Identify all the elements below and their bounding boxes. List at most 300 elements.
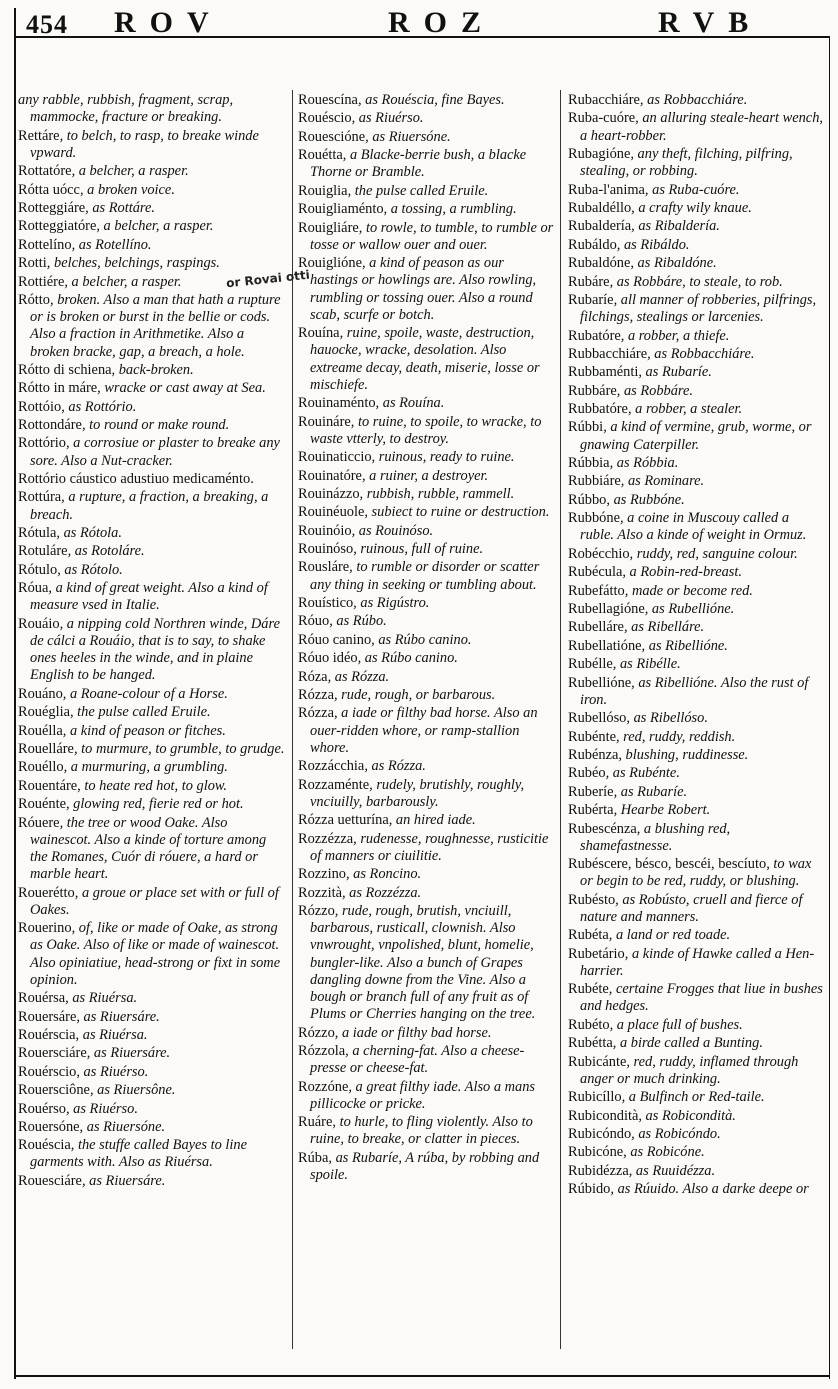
headword: Rubáldo bbox=[568, 236, 617, 253]
dictionary-entry bbox=[568, 1181, 826, 1198]
dictionary-entry bbox=[568, 1017, 826, 1034]
definition: , a kind of great weight. Also a kind of measure vsed in Italie. bbox=[30, 580, 268, 614]
definition: , as Róbbia. bbox=[609, 455, 679, 472]
headword: Rubécula bbox=[568, 564, 623, 581]
headword: Rotti bbox=[18, 255, 47, 272]
definition: , as Robústo, cruell and fierce of nature and manners. bbox=[580, 891, 803, 925]
headword: Rouinázzo bbox=[298, 485, 360, 502]
headword: Rouescína bbox=[298, 92, 358, 108]
headword: Rouístico bbox=[298, 595, 354, 612]
definition: , as Rótolo. bbox=[57, 561, 123, 578]
dictionary-entry bbox=[18, 399, 286, 416]
headword: Rotteggiatóre bbox=[18, 218, 97, 235]
dictionary-entry bbox=[298, 885, 554, 902]
dictionary-entry bbox=[568, 892, 826, 926]
definition: , as Rubaríe. bbox=[638, 364, 712, 381]
definition: , as Robbáre, to steale, to rob. bbox=[609, 273, 783, 290]
dictionary-entry bbox=[298, 632, 554, 649]
dictionary-entry bbox=[568, 564, 826, 581]
definition: , as Ruba-cuóre. bbox=[644, 181, 740, 198]
headword: Rótta uócc bbox=[18, 181, 80, 198]
definition: , to ruine, to spoile, to wracke, to waste vtterly, to destroy. bbox=[310, 413, 542, 447]
definition: , as Riuersáre. bbox=[81, 1172, 166, 1189]
headword: Rubidézza bbox=[568, 1162, 629, 1179]
dictionary-entry bbox=[568, 729, 826, 746]
headword: Ruba-cuóre bbox=[568, 110, 636, 127]
headword: Rouerétto bbox=[18, 884, 75, 901]
headword: Rótto di schiena bbox=[18, 361, 112, 378]
definition: , a Bulfinch or Red-taile. bbox=[621, 1089, 765, 1106]
definition: , as Rubbóne. bbox=[606, 491, 685, 508]
dictionary-entry bbox=[298, 758, 554, 775]
definition: , wracke or cast away at Sea. bbox=[97, 380, 266, 397]
headword: Rótto in máre bbox=[18, 380, 98, 397]
dictionary-entry bbox=[298, 1150, 554, 1184]
definition: , a kinde of Hawke called a Hen-harrier. bbox=[580, 945, 815, 979]
headword: Rúbbia bbox=[568, 455, 610, 472]
headword: Rouélla bbox=[18, 722, 63, 739]
headword: Rubellióne bbox=[568, 674, 632, 691]
headword: Rubéte bbox=[568, 981, 609, 998]
definition: , a kind of peason as our hastings or howlings are. Also rowling, rumbling or tossing ouer. Also a round scab, scurfe or botch. bbox=[310, 255, 537, 323]
dictionary-entry bbox=[18, 759, 286, 776]
dictionary-entry bbox=[18, 815, 286, 884]
definition: , as Robicondità. bbox=[638, 1107, 736, 1124]
running-head-center: ROZ bbox=[388, 6, 496, 39]
headword: Rózzo bbox=[298, 1024, 335, 1041]
dictionary-entry bbox=[568, 656, 826, 673]
definition: , as Ribaldóne. bbox=[630, 255, 717, 272]
headword: Rúbido bbox=[568, 1181, 611, 1198]
dictionary-entry bbox=[568, 346, 826, 363]
definition: , to murmure, to grumble, to grudge. bbox=[73, 741, 285, 757]
dictionary-entry bbox=[298, 147, 554, 181]
definition: , as Ribélle. bbox=[612, 656, 681, 673]
dictionary-entry bbox=[18, 1101, 286, 1118]
headword: Rózza uetturína bbox=[298, 812, 389, 829]
headword: Rubetário bbox=[568, 945, 625, 962]
dictionary-entry bbox=[298, 559, 554, 593]
headword: Rouáio bbox=[18, 615, 60, 632]
dictionary-entry bbox=[298, 669, 554, 686]
headword: Róuo idéo bbox=[298, 650, 358, 667]
headword: Rubatóre bbox=[568, 327, 621, 344]
headword: Rouénte bbox=[18, 796, 66, 813]
headword: Rouéglia bbox=[18, 704, 70, 721]
definition: , a crafty wily knaue. bbox=[631, 199, 752, 216]
headword: Rottório bbox=[18, 435, 66, 452]
page-number: 454 bbox=[26, 10, 68, 39]
dictionary-entry bbox=[568, 255, 826, 272]
headword: Rozzino bbox=[298, 866, 346, 883]
definition: , as Ribaldería. bbox=[631, 218, 720, 235]
definition: , as Rozzézza. bbox=[341, 884, 422, 901]
headword: Rouiglióne bbox=[298, 255, 362, 272]
dictionary-entry bbox=[568, 1126, 826, 1143]
dictionary-entry bbox=[18, 1119, 286, 1136]
headword: Rouelláre bbox=[18, 741, 74, 757]
definition: , as Rubénte. bbox=[605, 765, 680, 782]
definition: , ruddy, red, sanguine colour. bbox=[629, 545, 798, 562]
definition: , ruinous, ready to ruine. bbox=[371, 449, 515, 466]
definition: , rudely, brutishly, roughly, vnciuilly, barbarously. bbox=[310, 776, 525, 810]
definition: , as Rominare. bbox=[620, 473, 705, 490]
headword: Rubelláre bbox=[568, 619, 624, 636]
dictionary-entry bbox=[298, 523, 554, 540]
dictionary-entry bbox=[568, 710, 826, 727]
headword: Rubbatóre bbox=[568, 401, 628, 418]
dictionary-entry bbox=[568, 200, 826, 217]
headword: Rótula bbox=[18, 525, 57, 542]
dictionary-entry bbox=[298, 220, 554, 254]
headword: Rubaríe bbox=[568, 291, 614, 308]
headword: Rottelíno bbox=[18, 236, 72, 253]
definition: , a land or red toade. bbox=[608, 927, 731, 944]
dictionary-entry bbox=[568, 237, 826, 254]
headword: Rouinóio bbox=[298, 522, 352, 539]
headword: Rouéscio bbox=[298, 110, 352, 127]
headword: Rubbáre bbox=[568, 382, 617, 399]
headword: Rótto bbox=[18, 291, 50, 308]
left-rule bbox=[14, 8, 16, 1379]
definition: , as Riuersáre. bbox=[76, 1008, 160, 1025]
dictionary-entry bbox=[18, 292, 286, 361]
headword: Rubagióne bbox=[568, 145, 631, 162]
headword: Rouentáre bbox=[18, 777, 78, 794]
dictionary-entry bbox=[18, 237, 286, 254]
headword: Rouinaménto bbox=[298, 395, 376, 412]
definition: , an hired iade. bbox=[388, 812, 476, 829]
headword: Rúba bbox=[298, 1149, 329, 1166]
headword: Rubicóne bbox=[568, 1144, 624, 1161]
dictionary-entry bbox=[568, 510, 826, 544]
definition: , as Riuérsa. bbox=[75, 1026, 148, 1043]
definition: , as Rouéscia, fine Bayes. bbox=[357, 92, 505, 108]
definition: , as Riuérso. bbox=[76, 1063, 149, 1080]
headword: Rúbbo bbox=[568, 491, 607, 508]
headword: Robécchio bbox=[568, 545, 630, 562]
headword: Rottondáre bbox=[18, 417, 82, 434]
column-left bbox=[18, 92, 286, 1191]
dictionary-entry bbox=[568, 383, 826, 400]
headword: Rouétta bbox=[298, 147, 343, 164]
dictionary-entry bbox=[568, 821, 826, 855]
definition: , a iade or filthy bad horse. Also an ouer-ridden whore, or ramp-stallion whore. bbox=[310, 705, 538, 756]
dictionary-entry bbox=[298, 650, 554, 667]
column-right bbox=[568, 92, 826, 1200]
definition: , a robber, a thiefe. bbox=[620, 327, 730, 344]
definition: , rude, rough, brutish, vnciuill, barbarous, rusticall, clownish. Also vnwrought, vnpolished, blunt, homelie, bungler-like. Also a bunch of Grapes dangling downe from the Vine. Also a bough or branch full of any fruit as of Plums or Cherries hanging on the tree. bbox=[310, 902, 536, 1023]
definition: , of, like or made of Oake, as strong as Oake. Also of like or made of wainescot. Also opiniatiue, head-strong or fixt in some opinion. bbox=[30, 920, 281, 988]
definition: , the pulse called Eruile. bbox=[69, 704, 211, 721]
dictionary-entry bbox=[568, 92, 826, 109]
headword: Rouerino bbox=[18, 920, 72, 937]
dictionary-entry bbox=[568, 401, 826, 418]
definition: , a belcher, a rasper. bbox=[64, 273, 182, 290]
headword: Rubélle bbox=[568, 656, 613, 673]
definition: , certaine Frogges that liue in bushes and hedges. bbox=[580, 981, 823, 1015]
dictionary-entry bbox=[568, 182, 826, 199]
dictionary-entry bbox=[298, 449, 554, 466]
dictionary-entry bbox=[298, 468, 554, 485]
headword: Rouéscia bbox=[18, 1137, 71, 1154]
dictionary-entry bbox=[18, 525, 286, 542]
headword: Rottiére bbox=[18, 273, 65, 290]
definition: , any theft, filching, pilfring, stealing, or robbing. bbox=[580, 145, 793, 180]
definition: , as Robicóne. bbox=[623, 1144, 705, 1161]
headword: Rubénte bbox=[568, 728, 616, 745]
dictionary-entry bbox=[18, 778, 286, 795]
headword: Rouiglia bbox=[298, 182, 348, 199]
dictionary-entry bbox=[298, 777, 554, 811]
definition: , the stuffe called Bayes to line garments with. Also as Riuérsa. bbox=[30, 1137, 247, 1171]
headword: Rouinóso bbox=[298, 541, 354, 558]
headword: Rottatóre bbox=[18, 163, 72, 180]
definition: any rabble, rubbish, fragment, scrap, mammocke, fracture or breaking. bbox=[18, 92, 234, 126]
dictionary-entry bbox=[18, 1082, 286, 1099]
definition: , ruine, spoile, waste, destruction, hauocke, wracke, desolation. Also extreame decay, death, miserie, losse or mischiefe. bbox=[310, 325, 540, 393]
headword: Róuo canino bbox=[298, 631, 372, 648]
headword: Rozzácchia bbox=[298, 758, 365, 775]
definition: , as Rottório. bbox=[61, 398, 137, 415]
definition: , a nipping cold Northren winde, Dáre de cálci a Rouáio, that is to say, to shake ones heeles in the winde, and in plaine English to be hanged. bbox=[30, 615, 280, 684]
headword: Rouesciáre bbox=[18, 1172, 82, 1189]
definition: , as Ribellióne. bbox=[641, 637, 728, 654]
headword: Rouigliaménto bbox=[298, 201, 384, 218]
headword: Róza bbox=[298, 668, 328, 685]
headword: Rouinaticcio bbox=[298, 449, 372, 466]
headword: Rouersciône bbox=[18, 1082, 90, 1099]
headword: Rouína bbox=[298, 325, 340, 342]
definition: , red, ruddy, inflamed through anger or much drinking. bbox=[580, 1053, 799, 1087]
dictionary-entry bbox=[298, 705, 554, 757]
definition: , a birde called a Bunting. bbox=[612, 1035, 763, 1052]
dictionary-entry bbox=[18, 616, 286, 685]
headword: Rubésto bbox=[568, 891, 616, 908]
headword: Róuere bbox=[18, 814, 60, 831]
dictionary-entry bbox=[568, 927, 826, 944]
headword: Rouérsa bbox=[18, 990, 66, 1007]
headword: Rettáre bbox=[18, 127, 60, 144]
dictionary-entry bbox=[568, 328, 826, 345]
headword: Rubétta bbox=[568, 1035, 613, 1052]
headword: Rozzóne bbox=[298, 1078, 349, 1095]
headword: Rottóio bbox=[18, 398, 62, 415]
dictionary-entry bbox=[18, 435, 286, 469]
dictionary-entry bbox=[568, 619, 826, 636]
headword: Rouescióne bbox=[298, 128, 366, 145]
definition: , as Rotoláre. bbox=[67, 543, 145, 560]
definition: , made or become red. bbox=[624, 582, 753, 599]
definition: , as Rótola. bbox=[56, 525, 122, 542]
headword: Rouáno bbox=[18, 685, 63, 702]
headword: Róuo bbox=[298, 613, 330, 630]
headword: Rottório cáustico adustiuo medicaménto. bbox=[18, 471, 254, 488]
headword: Rouérscia bbox=[18, 1026, 76, 1043]
dictionary-entry bbox=[298, 129, 554, 146]
definition: , a rupture, a fraction, a breaking, a breach. bbox=[30, 489, 269, 523]
dictionary-entry bbox=[298, 1043, 554, 1077]
dictionary-entry bbox=[298, 395, 554, 412]
dictionary-entry bbox=[298, 831, 554, 865]
headword: Rubbaménti bbox=[568, 364, 639, 381]
definition: , glowing red, fierie red or hot. bbox=[65, 796, 244, 813]
definition: , to hurle, to fling violently. Also to ruine, to breake, or clatter in pieces. bbox=[310, 1114, 533, 1148]
dictionary-entry bbox=[18, 163, 286, 180]
page-header bbox=[18, 4, 824, 39]
dictionary-entry bbox=[568, 856, 826, 890]
dictionary-entry bbox=[568, 292, 826, 326]
definition: , as Ribellóso. bbox=[626, 710, 708, 727]
dictionary-entry bbox=[298, 595, 554, 612]
definition: , as Riuérso. bbox=[351, 110, 424, 127]
right-rule bbox=[829, 36, 830, 1379]
definition: , all manner of robberies, pilfrings, filchings, stealings or larcenies. bbox=[580, 291, 817, 326]
definition: , to rumble or disorder or scatter any thing in seeking or tumbling about. bbox=[310, 559, 540, 593]
dictionary-entry bbox=[298, 1025, 554, 1042]
dictionary-entry bbox=[568, 638, 826, 655]
definition: , a blushing red, shamefastnesse. bbox=[580, 820, 731, 854]
dictionary-entry bbox=[568, 419, 826, 453]
dictionary-entry bbox=[568, 946, 826, 980]
headword: Rúbbi bbox=[568, 419, 604, 436]
headword: Rózzola bbox=[298, 1042, 346, 1059]
headword: Rubbiáre bbox=[568, 473, 621, 490]
dictionary-entry bbox=[568, 802, 826, 819]
definition: , to round or make round. bbox=[81, 417, 230, 434]
headword: Rubicóndo bbox=[568, 1126, 632, 1143]
headword: Rubbóne bbox=[568, 510, 620, 527]
dictionary-entry bbox=[298, 866, 554, 883]
definition: , as Ribelláre. bbox=[623, 619, 705, 636]
definition: , as Riuérsa. bbox=[65, 990, 138, 1007]
dictionary-entry bbox=[18, 1009, 286, 1026]
dictionary-entry bbox=[18, 218, 286, 235]
definition: , as Riuersóne. bbox=[79, 1118, 166, 1135]
dictionary-entry bbox=[18, 723, 286, 740]
headword: Rubacchiáre bbox=[568, 92, 640, 108]
dictionary-entry bbox=[568, 601, 826, 618]
headword: Rótulo bbox=[18, 561, 58, 578]
dictionary-entry bbox=[18, 1027, 286, 1044]
headword: Rottúra bbox=[18, 489, 62, 506]
headword: Rubénza bbox=[568, 746, 619, 763]
headword: Rózzo bbox=[298, 902, 335, 919]
definition: , a kind of peason or fitches. bbox=[62, 722, 226, 739]
dictionary-entry bbox=[298, 110, 554, 127]
definition: , as Rouinóso. bbox=[351, 522, 434, 539]
definition: , ruinous, full of ruine. bbox=[353, 541, 484, 558]
dictionary-entry bbox=[18, 543, 286, 560]
headword: Rouigliáre bbox=[298, 219, 359, 236]
definition: , as Ribellióne. Also the rust of iron. bbox=[580, 674, 809, 708]
headword: Ruba-l'anima bbox=[568, 181, 645, 198]
definition: , a ruiner, a destroyer. bbox=[361, 467, 489, 484]
dictionary-entry bbox=[568, 473, 826, 490]
dictionary-entry bbox=[298, 613, 554, 630]
definition: , to rowle, to tumble, to rumble or tosse or wallow ouer and ouer. bbox=[310, 219, 554, 253]
definition: , as Rúuido. Also a darke deepe or bbox=[610, 1181, 809, 1198]
headword: Rubicondità bbox=[568, 1107, 639, 1124]
headword: Rubéscere, bésco, bescéi, bescíuto bbox=[568, 856, 767, 873]
headword: Rubáre bbox=[568, 273, 610, 290]
dictionary-entry bbox=[568, 146, 826, 180]
dictionary-entry bbox=[298, 414, 554, 448]
headword: Rozzaménte bbox=[298, 776, 370, 793]
definition: , the tree or wood Oake. Also wainescot. Also a kinde of torture among the Romanes, Cuór di róuere, a hard or marble heart. bbox=[30, 814, 267, 883]
definition: , as Rózza. bbox=[364, 758, 426, 775]
headword: Rubéto bbox=[568, 1016, 610, 1033]
dictionary-entry bbox=[568, 1144, 826, 1161]
dictionary-entry bbox=[18, 1045, 286, 1062]
dictionary-entry bbox=[298, 183, 554, 200]
definition: , as Rúbo canino. bbox=[357, 650, 458, 667]
headword: Rubéo bbox=[568, 765, 606, 782]
definition: , as Roncino. bbox=[345, 866, 422, 883]
headword: Rouersóne bbox=[18, 1118, 80, 1135]
dictionary-entry bbox=[568, 546, 826, 563]
definition: , blushing, ruddinesse. bbox=[618, 746, 749, 763]
definition: , as Rubellióne. bbox=[644, 601, 735, 617]
definition: , red, ruddy, reddish. bbox=[615, 728, 736, 745]
headword: Rozzézza bbox=[298, 830, 354, 847]
definition: , a Robin-red-breast. bbox=[622, 564, 742, 581]
headword: Rouinatóre bbox=[298, 467, 362, 484]
dictionary-entry bbox=[298, 255, 554, 324]
dictionary-entry bbox=[568, 784, 826, 801]
definition: , as Rouína. bbox=[375, 395, 445, 412]
dictionary-entry bbox=[18, 200, 286, 217]
headword: Rouéllo bbox=[18, 759, 64, 776]
dictionary-entry bbox=[568, 675, 826, 709]
dictionary-entry bbox=[568, 218, 826, 235]
dictionary-entry bbox=[298, 541, 554, 558]
dictionary-entry bbox=[18, 471, 286, 488]
definition: , as Rúbo. bbox=[329, 613, 387, 630]
definition: , rudenesse, roughnesse, rusticitie of manners or ciuilitie. bbox=[310, 830, 549, 864]
dictionary-entry bbox=[568, 981, 826, 1015]
definition: , rubbish, rubble, rammell. bbox=[359, 485, 515, 502]
definition: , broken. Also a man that hath a rupture or is broken or burst in the bellie or cods. Also a fraction in Arithmetike. Also a broken bracke, gap, a breach, a hole. bbox=[30, 291, 281, 360]
definition: , as Robbacchiáre. bbox=[639, 92, 748, 108]
definition: , a murmuring, a grumbling. bbox=[63, 759, 228, 776]
definition: , as Robicóndo. bbox=[631, 1126, 721, 1143]
dictionary-entry bbox=[298, 325, 554, 394]
headword: Rubefátto bbox=[568, 582, 625, 599]
dictionary-entry bbox=[18, 1173, 286, 1190]
running-head-right: RVB bbox=[658, 6, 763, 39]
definition: , a cherning-fat. Also a cheese-presse or cheese-fat. bbox=[310, 1042, 525, 1077]
headword: Rotteggiáre bbox=[18, 199, 86, 216]
definition: , a belcher, a rasper. bbox=[96, 218, 214, 235]
definition: , to wax or begin to be red, ruddy, or blushing. bbox=[580, 856, 812, 890]
dictionary-entry bbox=[298, 1114, 554, 1148]
definition: , as Ruuidézza. bbox=[628, 1162, 716, 1179]
headword: Rubaldéllo bbox=[568, 199, 632, 216]
dictionary-entry bbox=[18, 1137, 286, 1171]
headword: Rubbacchiáre bbox=[568, 345, 648, 362]
column-middle bbox=[298, 92, 554, 1185]
definition: , as Riuersóne. bbox=[365, 128, 451, 145]
dictionary-entry bbox=[18, 686, 286, 703]
dictionary-entry bbox=[568, 1054, 826, 1088]
dictionary-entry bbox=[298, 903, 554, 1023]
definition: , a iade or filthy bad horse. bbox=[334, 1024, 492, 1041]
definition: , as Riuersône. bbox=[89, 1082, 176, 1099]
definition: , as Robbáre. bbox=[616, 382, 693, 399]
headword: Ruberíe bbox=[568, 783, 614, 800]
headword: Rozzità bbox=[298, 884, 342, 901]
